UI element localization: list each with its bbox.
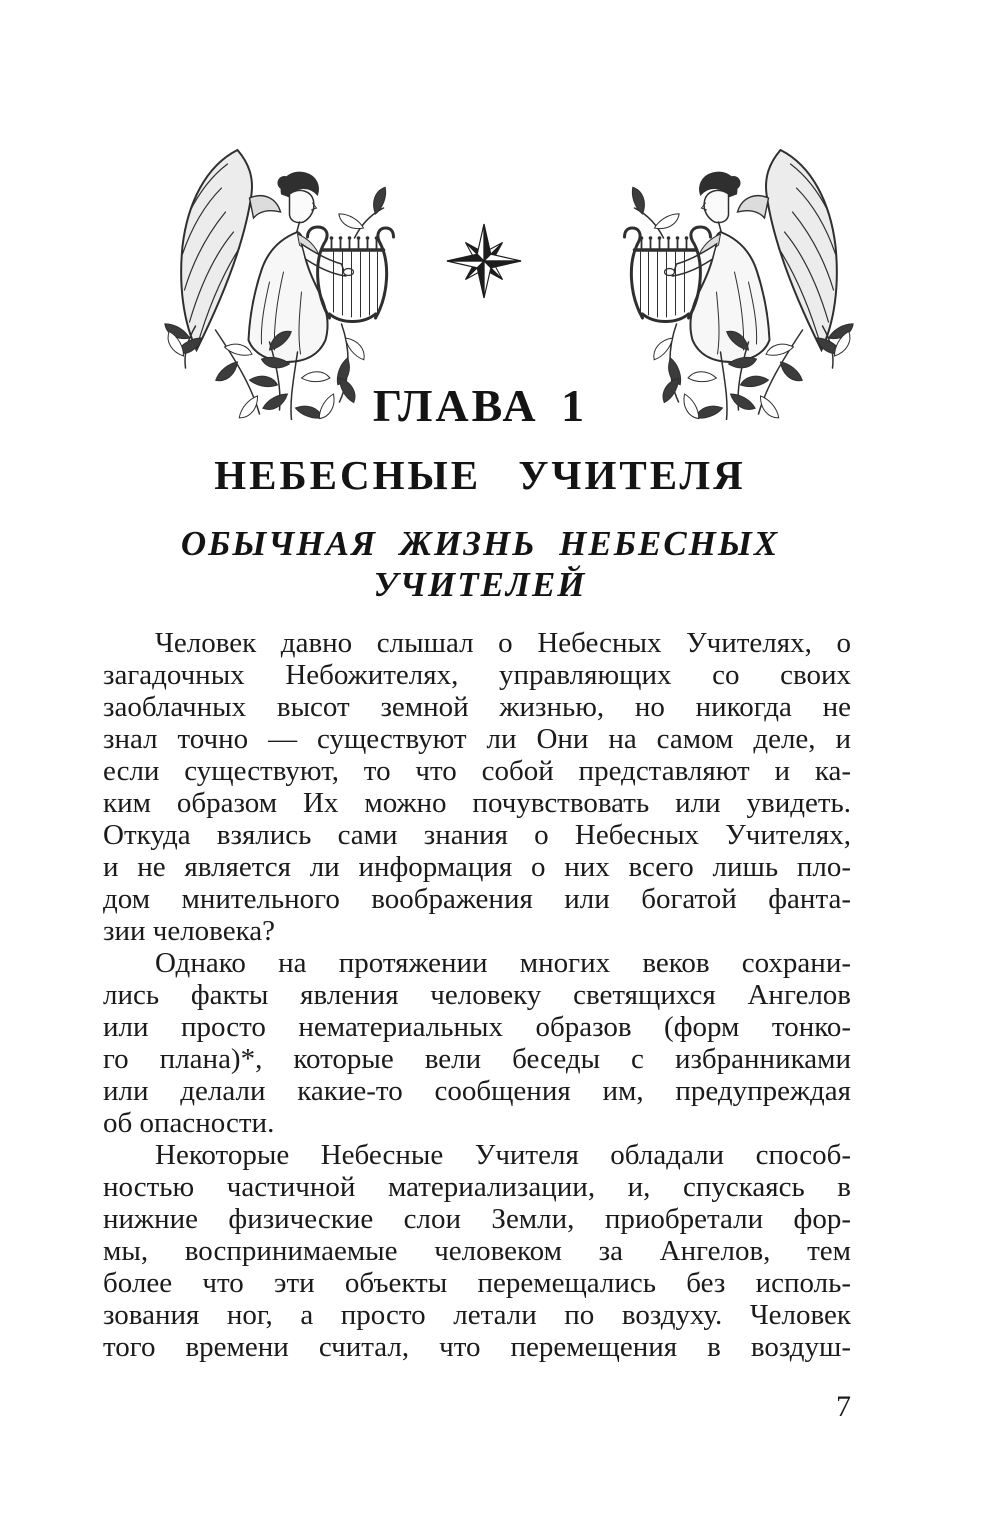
page-number: 7 (836, 1390, 851, 1423)
section-title: НЕБЕСНЫЕ УЧИТЕЛЯ (214, 452, 746, 498)
text-line: го плана)*, которые вели беседы с избранниками (103, 1043, 851, 1075)
text-line: знал точно — существуют ли Они на самом деле, и (103, 723, 851, 755)
subsection-title-line2: УЧИТЕЛЕЙ (373, 565, 587, 604)
text-line: если существуют, то что собой представляют и ка- (103, 755, 851, 787)
angel-lyre-engraving-mirrored (622, 142, 870, 420)
chapter-title: ГЛАВА 1 (372, 380, 588, 431)
body-text (103, 627, 851, 1363)
text-line: Человек давно слышал о Небесных Учителях, о (155, 627, 851, 659)
text-line: или делали какие-то сообщения им, предупреждая (103, 1075, 851, 1107)
text-line: более что эти объекты перемещались без исполь- (103, 1267, 851, 1299)
compass-star-ornament (445, 222, 523, 300)
text-line: дом мнительного воображения или богатой фанта- (103, 883, 851, 915)
text-line: об опасности. (103, 1107, 275, 1139)
text-line: Некоторые Небесные Учителя обладали способ- (155, 1139, 851, 1171)
subsection-title (0, 523, 960, 605)
text-line: ким образом Их можно почувствовать или увидеть. (103, 787, 851, 819)
angel-lyre-illustration-right (622, 142, 870, 420)
text-line: Однако на протяжении многих веков сохрани- (155, 947, 851, 979)
text-line: или просто нематериальных образов (форм тонко- (103, 1011, 851, 1043)
text-line: заоблачных высот земной жизнью, но никогда не (103, 691, 851, 723)
text-line: Откуда взялись сами знания о Небесных Учителях, (103, 819, 851, 851)
eight-pointed-star-icon (445, 222, 523, 300)
text-line: загадочных Небожителях, управляющих со своих (103, 659, 851, 691)
text-line: и не является ли информация о них всего лишь пло- (103, 851, 851, 883)
angel-lyre-illustration-left (148, 142, 396, 420)
text-line: ностью частичной материализации, и, спускаясь в (103, 1171, 851, 1203)
text-line: мы, воспринимаемые человеком за Ангелов, тем (103, 1235, 851, 1267)
text-line: нижние физические слои Земли, приобретали фор- (103, 1203, 851, 1235)
text-line: зования ног, а просто летали по воздуху. Человек (103, 1299, 851, 1331)
text-line: зии человека? (103, 915, 275, 947)
text-line: того времени считал, что перемещения в воздуш- (103, 1331, 851, 1363)
subsection-title-line1: ОБЫЧНАЯ ЖИЗНЬ НЕБЕСНЫХ (180, 524, 780, 563)
text-line: лись факты явления человеку светящихся Ангелов (103, 979, 851, 1011)
angel-lyre-engraving (148, 142, 396, 420)
